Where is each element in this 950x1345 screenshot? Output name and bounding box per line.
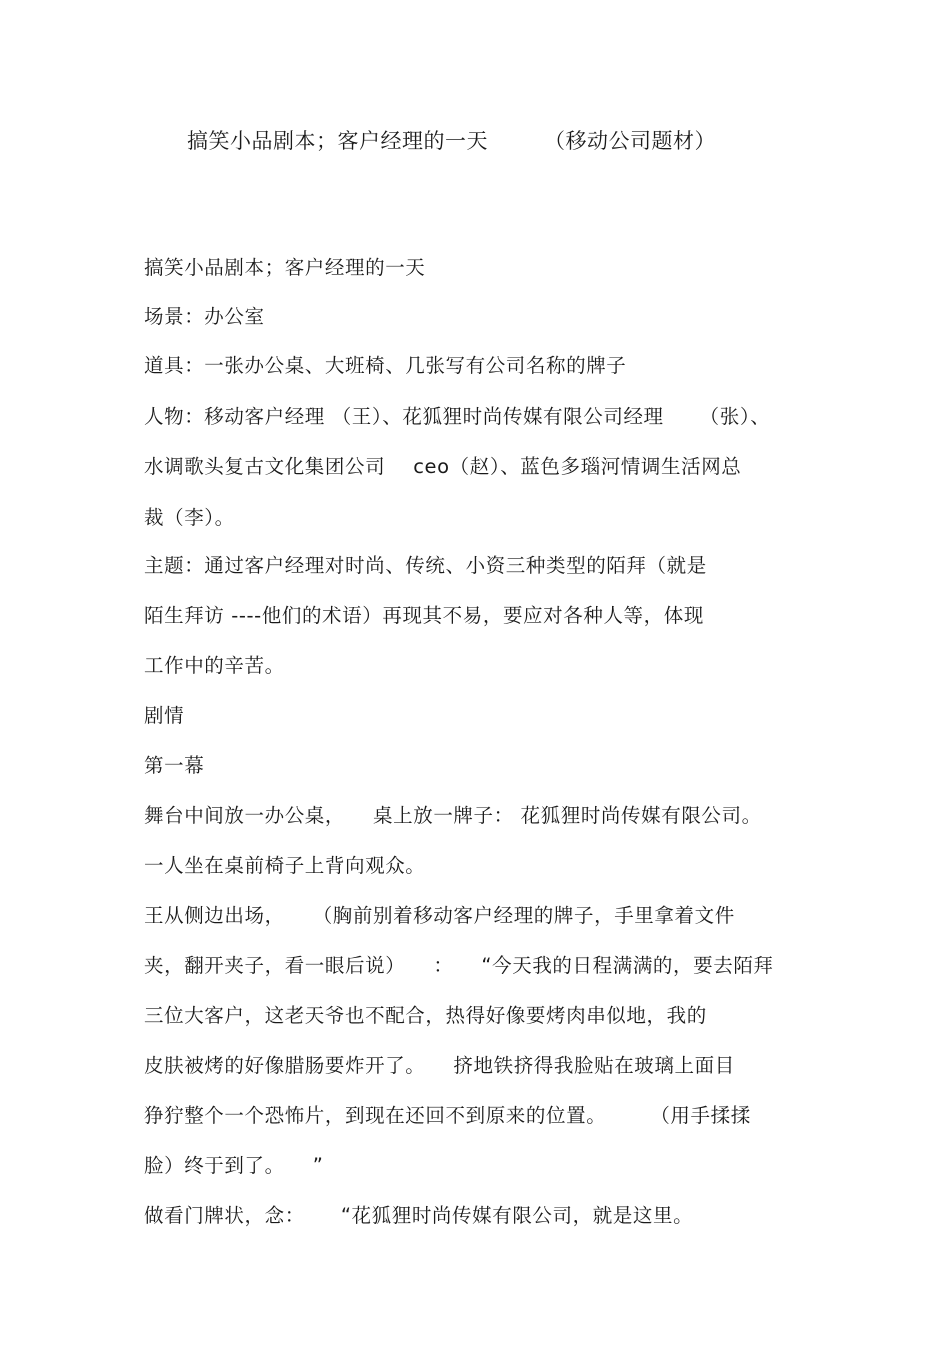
document-title (187, 125, 716, 157)
text-line: 一人坐在桌前椅子上背向观众。 (144, 854, 426, 877)
text-line: 场景：办公室 (144, 305, 265, 328)
text-line: 三位大客户，这老天爷也不配合，热得好像要烤肉串似地，我的 (144, 1004, 707, 1027)
text-line: 做看门牌状，念： “花狐狸时尚传媒有限公司，就是这里。 (144, 1204, 694, 1227)
text-line: 主题：通过客户经理对时尚、传统、小资三种类型的陌拜（就是 (144, 554, 707, 577)
text-line: 陌生拜访 ----他们的术语）再现其不易，要应对各种人等，体现 (144, 604, 704, 627)
text-line: 夹，翻开夹子，看一眼后说） ： “今天我的日程满满的，要去陌拜 (144, 954, 774, 977)
text-line: 搞笑小品剧本；客户经理的一天 (144, 256, 426, 279)
act-heading: 第一幕 (144, 754, 205, 777)
text-line: 裁（李）。 (144, 506, 235, 529)
text-line: 道具：一张办公桌、大班椅、几张写有公司名称的牌子 (144, 354, 627, 377)
section-heading: 剧情 (144, 704, 185, 727)
text-line: 狰狞整个一个恐怖片，到现在还回不到原来的位置。 （用手揉揉 (144, 1104, 751, 1127)
text-line: 王从侧边出场， （胸前别着移动客户经理的牌子，手里拿着文件 (144, 904, 735, 927)
text-line: 脸）终于到了。 ” (144, 1154, 324, 1177)
text-line: 人物：移动客户经理 （王）、花狐狸时尚传媒有限公司经理 （张）、 (144, 405, 771, 428)
text-line: 皮肤被烤的好像腊肠要炸开了。 挤地铁挤得我脸贴在玻璃上面目 (144, 1054, 735, 1077)
title-main: 搞笑小品剧本；客户经理的一天 (187, 129, 488, 153)
text-line: 工作中的辛苦。 (144, 654, 285, 677)
title-suffix: （移动公司题材） (544, 129, 716, 153)
text-line: 舞台中间放一办公桌， 桌上放一牌子： 花狐狸时尚传媒有限公司。 (144, 804, 762, 827)
text-line: 水调歌头复古文化集团公司 ceo（赵）、蓝色多瑙河情调生活网总 (144, 455, 742, 478)
